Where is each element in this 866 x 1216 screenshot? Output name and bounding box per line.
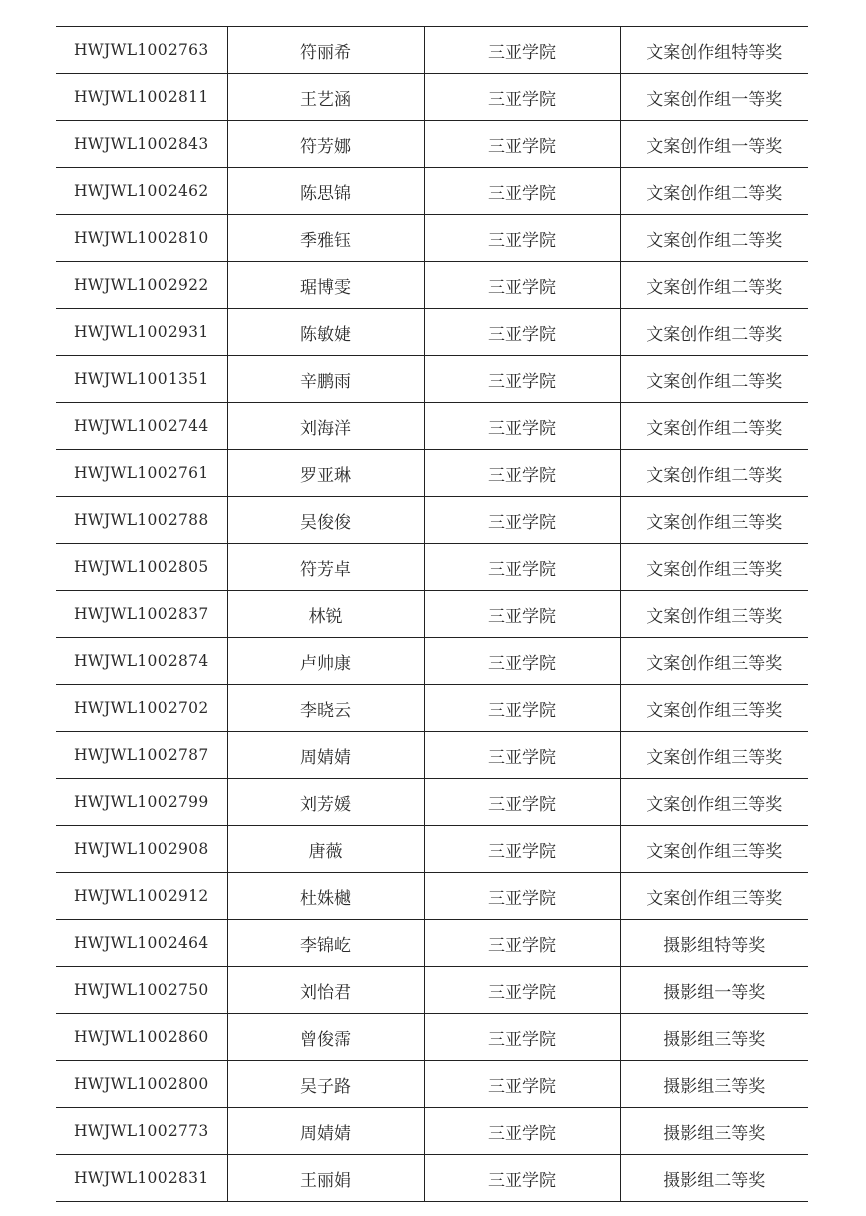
award-cell: 文案创作组二等奖 <box>620 403 808 450</box>
school-cell: 三亚学院 <box>424 121 620 168</box>
entry-id-cell: HWJWL1002702 <box>56 685 227 732</box>
school-cell: 三亚学院 <box>424 544 620 591</box>
school-cell: 三亚学院 <box>424 732 620 779</box>
entry-id-cell: HWJWL1002744 <box>56 403 227 450</box>
table-row <box>56 732 808 779</box>
school-cell: 三亚学院 <box>424 873 620 920</box>
winner-name-cell: 周婧婧 <box>227 732 424 779</box>
school-cell: 三亚学院 <box>424 591 620 638</box>
winner-name-cell: 符芳娜 <box>227 121 424 168</box>
school-cell: 三亚学院 <box>424 27 620 74</box>
school-cell: 三亚学院 <box>424 1108 620 1155</box>
table-row <box>56 591 808 638</box>
award-cell: 文案创作组三等奖 <box>620 873 808 920</box>
school-cell: 三亚学院 <box>424 309 620 356</box>
winner-name-cell: 刘芳媛 <box>227 779 424 826</box>
award-table-body <box>56 27 808 1202</box>
school-cell: 三亚学院 <box>424 638 620 685</box>
entry-id-cell: HWJWL1002811 <box>56 74 227 121</box>
award-table <box>56 26 808 1202</box>
entry-id-cell: HWJWL1002874 <box>56 638 227 685</box>
award-cell: 文案创作组三等奖 <box>620 497 808 544</box>
table-row <box>56 356 808 403</box>
table-row <box>56 450 808 497</box>
entry-id-cell: HWJWL1002912 <box>56 873 227 920</box>
school-cell: 三亚学院 <box>424 497 620 544</box>
school-cell: 三亚学院 <box>424 967 620 1014</box>
entry-id-cell: HWJWL1002831 <box>56 1155 227 1202</box>
table-row <box>56 873 808 920</box>
winner-name-cell: 李晓云 <box>227 685 424 732</box>
entry-id-cell: HWJWL1002860 <box>56 1014 227 1061</box>
award-cell: 文案创作组二等奖 <box>620 450 808 497</box>
entry-id-cell: HWJWL1002761 <box>56 450 227 497</box>
award-cell: 文案创作组二等奖 <box>620 168 808 215</box>
school-cell: 三亚学院 <box>424 1155 620 1202</box>
award-cell: 文案创作组二等奖 <box>620 309 808 356</box>
entry-id-cell: HWJWL1002787 <box>56 732 227 779</box>
entry-id-cell: HWJWL1002908 <box>56 826 227 873</box>
entry-id-cell: HWJWL1002462 <box>56 168 227 215</box>
school-cell: 三亚学院 <box>424 685 620 732</box>
school-cell: 三亚学院 <box>424 779 620 826</box>
table-row <box>56 685 808 732</box>
entry-id-cell: HWJWL1002922 <box>56 262 227 309</box>
school-cell: 三亚学院 <box>424 356 620 403</box>
winner-name-cell: 吴俊俊 <box>227 497 424 544</box>
entry-id-cell: HWJWL1002763 <box>56 27 227 74</box>
award-cell: 文案创作组三等奖 <box>620 685 808 732</box>
school-cell: 三亚学院 <box>424 450 620 497</box>
winner-name-cell: 刘怡君 <box>227 967 424 1014</box>
table-row <box>56 309 808 356</box>
winner-name-cell: 杜姝樾 <box>227 873 424 920</box>
winner-name-cell: 周婧婧 <box>227 1108 424 1155</box>
winner-name-cell: 唐薇 <box>227 826 424 873</box>
winner-name-cell: 王艺涵 <box>227 74 424 121</box>
entry-id-cell: HWJWL1002788 <box>56 497 227 544</box>
winner-name-cell: 符丽希 <box>227 27 424 74</box>
entry-id-cell: HWJWL1002800 <box>56 1061 227 1108</box>
table-row <box>56 403 808 450</box>
entry-id-cell: HWJWL1002799 <box>56 779 227 826</box>
winner-name-cell: 符芳卓 <box>227 544 424 591</box>
award-list-page <box>56 26 808 1202</box>
award-cell: 文案创作组一等奖 <box>620 121 808 168</box>
table-row <box>56 544 808 591</box>
school-cell: 三亚学院 <box>424 920 620 967</box>
entry-id-cell: HWJWL1002805 <box>56 544 227 591</box>
entry-id-cell: HWJWL1002837 <box>56 591 227 638</box>
table-row <box>56 826 808 873</box>
table-row <box>56 27 808 74</box>
entry-id-cell: HWJWL1002843 <box>56 121 227 168</box>
school-cell: 三亚学院 <box>424 1061 620 1108</box>
award-cell: 文案创作组二等奖 <box>620 356 808 403</box>
award-cell: 文案创作组二等奖 <box>620 215 808 262</box>
table-row <box>56 779 808 826</box>
winner-name-cell: 陈敏婕 <box>227 309 424 356</box>
award-cell: 摄影组三等奖 <box>620 1108 808 1155</box>
winner-name-cell: 辛鹏雨 <box>227 356 424 403</box>
table-row <box>56 262 808 309</box>
award-cell: 文案创作组三等奖 <box>620 591 808 638</box>
table-row <box>56 74 808 121</box>
award-cell: 文案创作组三等奖 <box>620 544 808 591</box>
table-row <box>56 168 808 215</box>
award-cell: 文案创作组三等奖 <box>620 826 808 873</box>
table-row <box>56 1061 808 1108</box>
entry-id-cell: HWJWL1001351 <box>56 356 227 403</box>
winner-name-cell: 王丽娟 <box>227 1155 424 1202</box>
winner-name-cell: 卢帅康 <box>227 638 424 685</box>
school-cell: 三亚学院 <box>424 74 620 121</box>
award-cell: 文案创作组二等奖 <box>620 262 808 309</box>
entry-id-cell: HWJWL1002464 <box>56 920 227 967</box>
award-cell: 文案创作组三等奖 <box>620 779 808 826</box>
school-cell: 三亚学院 <box>424 403 620 450</box>
table-row <box>56 920 808 967</box>
award-cell: 摄影组特等奖 <box>620 920 808 967</box>
school-cell: 三亚学院 <box>424 262 620 309</box>
winner-name-cell: 季雅钰 <box>227 215 424 262</box>
winner-name-cell: 刘海洋 <box>227 403 424 450</box>
table-row <box>56 638 808 685</box>
winner-name-cell: 李锦屹 <box>227 920 424 967</box>
table-row <box>56 121 808 168</box>
entry-id-cell: HWJWL1002773 <box>56 1108 227 1155</box>
winner-name-cell: 吴子路 <box>227 1061 424 1108</box>
award-cell: 文案创作组一等奖 <box>620 74 808 121</box>
entry-id-cell: HWJWL1002750 <box>56 967 227 1014</box>
table-row <box>56 1155 808 1202</box>
school-cell: 三亚学院 <box>424 215 620 262</box>
winner-name-cell: 林锐 <box>227 591 424 638</box>
school-cell: 三亚学院 <box>424 826 620 873</box>
award-cell: 摄影组一等奖 <box>620 967 808 1014</box>
entry-id-cell: HWJWL1002810 <box>56 215 227 262</box>
award-cell: 摄影组三等奖 <box>620 1061 808 1108</box>
award-cell: 摄影组二等奖 <box>620 1155 808 1202</box>
award-cell: 摄影组三等奖 <box>620 1014 808 1061</box>
winner-name-cell: 罗亚琳 <box>227 450 424 497</box>
entry-id-cell: HWJWL1002931 <box>56 309 227 356</box>
award-cell: 文案创作组特等奖 <box>620 27 808 74</box>
table-row <box>56 215 808 262</box>
school-cell: 三亚学院 <box>424 168 620 215</box>
winner-name-cell: 陈思锦 <box>227 168 424 215</box>
award-cell: 文案创作组三等奖 <box>620 732 808 779</box>
award-cell: 文案创作组三等奖 <box>620 638 808 685</box>
table-row <box>56 1014 808 1061</box>
table-row <box>56 1108 808 1155</box>
winner-name-cell: 琚博雯 <box>227 262 424 309</box>
winner-name-cell: 曾俊霈 <box>227 1014 424 1061</box>
school-cell: 三亚学院 <box>424 1014 620 1061</box>
table-row <box>56 967 808 1014</box>
table-row <box>56 497 808 544</box>
